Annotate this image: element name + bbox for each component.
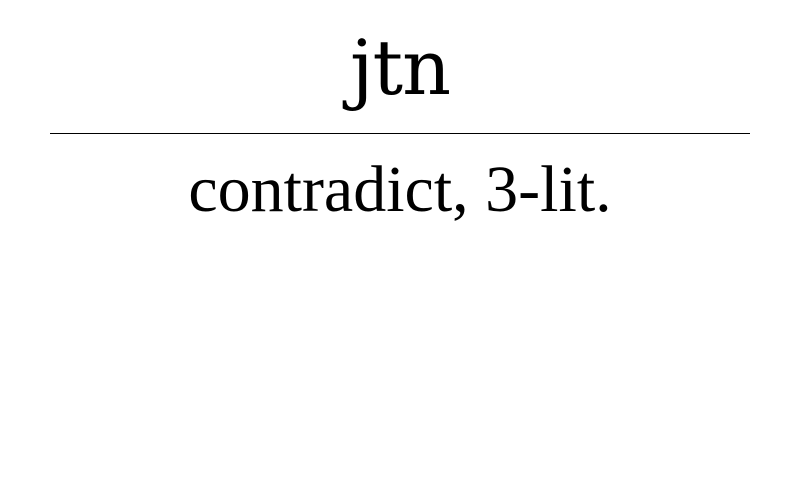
card-term: jtn (349, 23, 451, 112)
card-divider (50, 133, 750, 134)
card-definition: contradict, 3-lit. (188, 153, 612, 226)
